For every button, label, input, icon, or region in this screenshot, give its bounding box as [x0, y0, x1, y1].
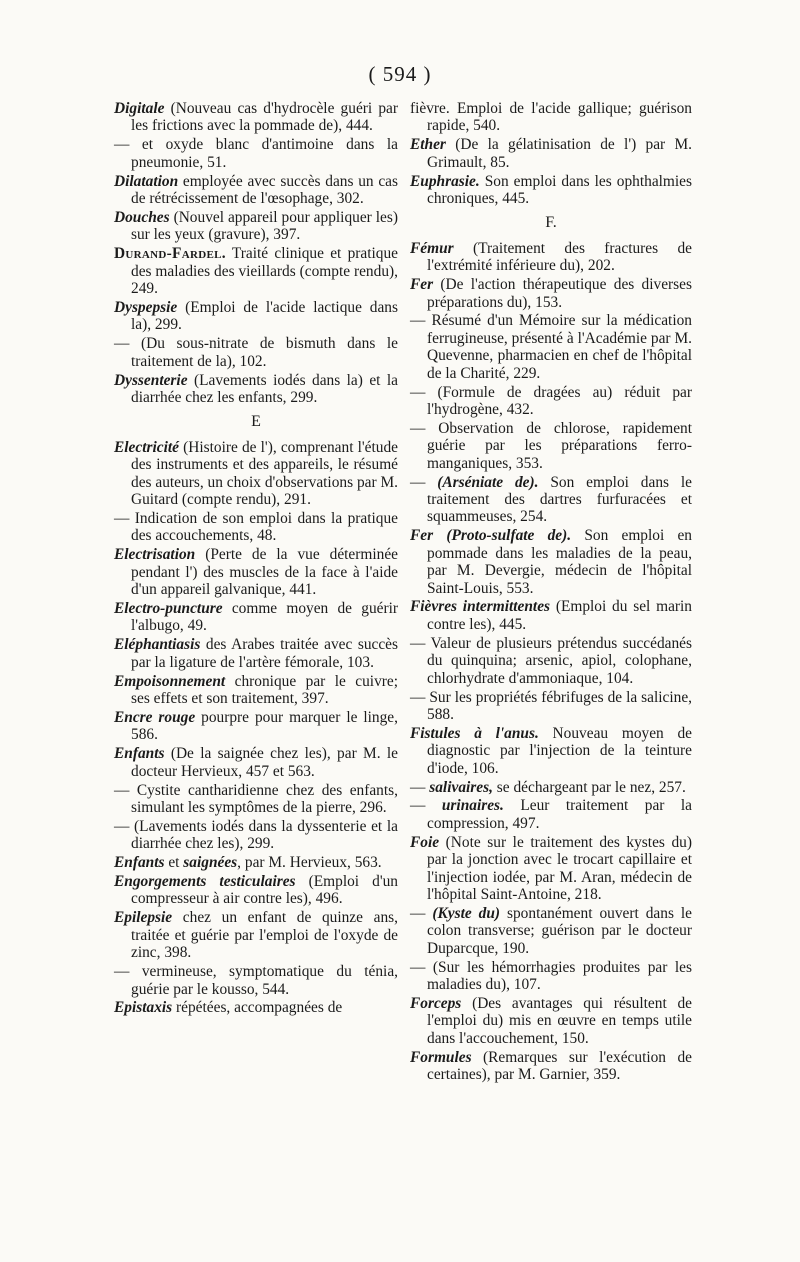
entry-text: (De l'action thérapeutique des diverses préparations du), 153. — [427, 276, 692, 311]
entry-text: spontanément ouvert dans le colon transverse; guérison par le docteur Duparcque, 190. — [427, 904, 692, 957]
entries-d — [114, 100, 398, 406]
index-entry — [114, 245, 398, 297]
index-entry — [410, 995, 692, 1047]
entry-text: — — [410, 797, 442, 815]
entry-heading: Douches — [114, 208, 170, 226]
entry-text: (Nouveau cas d'hydrocèle guéri par les frictions avec la pommade de), 444. — [131, 100, 398, 135]
entry-text: (Emploi de l'acide lactique dans la), 299. — [131, 298, 398, 334]
entry-text: (Remarques sur l'exécution de certaines), par M. Garnier, 359. — [427, 1048, 692, 1084]
entry-heading: Electro-puncture — [114, 599, 223, 617]
entry-text: Son emploi dans le traitement des dartres furfuracées et squammeuses, 254. — [427, 473, 692, 526]
entry-heading: Electrisation — [114, 546, 196, 564]
entry-text: (Lavements iodés dans la) et la diarrhée chez les enfants, 299. — [131, 371, 398, 406]
index-entry — [114, 299, 398, 334]
index-entry — [410, 834, 692, 904]
entry-text: — Valeur de plusieurs prétendus succédanés du quinquina; arsenic, apiol, colophane, chlorhydrate d'ammoniaque, 104. — [410, 634, 692, 687]
entry-text: — Sur les propriétés fébrifuges de la salicine, 588. — [410, 688, 692, 723]
index-entry — [114, 136, 398, 171]
entry-text: — et oxyde blanc d'antimoine dans la pneumonie, 51. — [114, 136, 398, 171]
entry-text: — (Lavements iodés dans la dyssenterie et la diarrhée chez les), 299. — [114, 817, 398, 853]
entry-heading: Durand-Fardel. — [114, 245, 226, 263]
entry-text: Son emploi dans les ophthalmies chroniques, 445. — [427, 172, 692, 208]
entry-heading: Formules — [410, 1048, 472, 1066]
entry-text: des Arabes traitée avec succès par la ligature de l'artère fémorale, 103. — [131, 636, 398, 671]
entry-text: — (Du sous-nitrate de bismuth dans le traitement de la), 102. — [114, 335, 398, 370]
entry-text: chez un enfant de quinze ans, traitée et guérie par l'emploi de l'oxyde de zinc, 398. — [131, 909, 398, 962]
entry-text: se déchargeant par le nez, 257. — [492, 778, 686, 796]
entry-text: chronique par le cuivre; ses effets et son traitement, 397. — [131, 672, 398, 707]
entry-text: employée avec succès dans un cas de rétrécissement de l'œsophage, 302. — [131, 172, 398, 208]
entry-subheading: (Proto-sulfate de). — [446, 527, 572, 545]
entry-heading: Dyspepsie — [114, 298, 178, 316]
entry-text: (Perte de la vue déterminée pendant l') des muscles de la face à l'aide d'un appareil galvanique, 441. — [131, 546, 398, 599]
entry-heading: Enfants — [114, 745, 165, 763]
entry-text: — Indication de son emploi dans la pratique des accouchements, 48. — [114, 509, 398, 545]
index-entry — [410, 136, 692, 171]
index-entry — [410, 240, 692, 275]
entry-heading: Epistaxis — [114, 999, 173, 1017]
entry-text: fièvre. Emploi de l'acide gallique; guérison rapide, 540. — [410, 100, 692, 135]
index-entry — [410, 312, 692, 382]
index-entry — [114, 546, 398, 598]
entry-text: Traité clinique et pratique des maladies des vieillards (compte rendu), 249. — [131, 245, 398, 298]
index-entry — [114, 335, 398, 370]
index-entry — [114, 873, 398, 908]
entry-text: comme moyen de guérir l'albugo, 49. — [131, 599, 398, 635]
left-column — [114, 100, 398, 1018]
entry-heading: Dilatation — [114, 172, 179, 190]
index-entry — [114, 209, 398, 244]
index-entry — [410, 1049, 692, 1084]
index-entry — [114, 100, 398, 135]
entry-heading: Fémur — [410, 239, 454, 257]
entry-subheading: urinaires. — [441, 797, 504, 815]
index-entry — [114, 999, 398, 1016]
index-entry — [114, 963, 398, 998]
entry-heading: Epilepsie — [114, 909, 173, 927]
index-entry — [410, 959, 692, 994]
entry-text: (Nouvel appareil pour appliquer les) sur les yeux (gravure), 397. — [131, 208, 398, 244]
index-entry — [410, 100, 692, 135]
index-entry — [410, 527, 692, 597]
entry-text: — Cystite cantharidienne chez des enfants, simulant les symptômes de la pierre, 296. — [114, 781, 398, 816]
index-entry — [114, 636, 398, 671]
entry-heading: Ether — [410, 136, 446, 154]
index-entry — [114, 173, 398, 208]
entry-text: — (Formule de dragées au) réduit par l'hydrogène, 432. — [410, 383, 692, 418]
entry-text: — Résumé d'un Mémoire sur la médication ferrugineuse, présenté à l'Académie par M. Quevenne, pharmacien en chef de l'hôpital de la Charité, 229. — [410, 312, 692, 382]
entry-heading: Fer — [410, 527, 434, 545]
entry-heading: Forceps — [410, 994, 462, 1012]
entry-heading: Euphrasie. — [410, 172, 480, 190]
right-column — [410, 100, 692, 1085]
entry-text: (De la saignée chez les), par M. le docteur Hervieux, 457 et 563. — [131, 745, 398, 780]
entry-heading: Fièvres intermittentes — [410, 598, 551, 616]
entry-heading: Empoisonnement — [114, 672, 226, 690]
index-entry — [114, 439, 398, 509]
entry-text: Nouveau moyen de diagnostic par l'injection de la teinture d'iode, 106. — [427, 724, 692, 777]
index-entry — [410, 384, 692, 419]
index-entry — [410, 474, 692, 526]
entry-text: (Histoire de l'), comprenant l'étude des instruments et des appareils, le résumé des auteurs, un choix d'observations par M. Guitard (compte rendu), 291. — [131, 438, 398, 509]
entry-heading: Eléphantiasis — [114, 636, 201, 654]
entry-text — [433, 527, 446, 544]
section-letter-e: E — [251, 413, 261, 431]
entry-heading: Digitale — [114, 100, 165, 117]
entry-subheading: salivaires, — [429, 778, 493, 796]
index-entry — [410, 420, 692, 472]
entry-heading: Engorgements testiculaires — [114, 873, 296, 891]
entry-text: (De la gélatinisation de l') par M. Grimault, 85. — [427, 136, 692, 171]
entry-heading: Dyssenterie — [114, 371, 188, 389]
entry-text: (Traitement des fractures de l'extrémité inférieure du), 202. — [427, 239, 692, 275]
index-entry — [114, 600, 398, 635]
index-entry — [410, 725, 692, 777]
entry-heading: Fer — [410, 276, 434, 294]
entry-heading: Encre rouge — [114, 708, 196, 726]
entry-heading: Fistules à l'anus. — [410, 724, 539, 742]
index-entry — [410, 905, 692, 957]
entry-text: — (Sur les hémorrhagies produites par les maladies du), 107. — [410, 958, 692, 993]
entry-text: pourpre pour marquer le linge, 586. — [131, 708, 398, 744]
entry-text: (Emploi du sel marin contre les), 445. — [427, 598, 692, 633]
entry-text: — — [410, 473, 438, 491]
index-entry — [410, 689, 692, 724]
index-entry — [114, 909, 398, 961]
entries-e-continued — [410, 100, 692, 207]
entry-text: (Emploi d'un compresseur à air contre les), 496. — [131, 873, 398, 908]
entries-f — [410, 240, 692, 1084]
page-number: ( 594 ) — [368, 62, 432, 86]
index-entry — [114, 745, 398, 780]
entry-heading: Enfants — [114, 854, 165, 872]
index-entry — [114, 673, 398, 708]
entry-text: (Note sur le traitement des kystes du) par la jonction avec le trocart capillaire et l'injection iodée, par M. Aran, médecin de l'hôpital Saint-Antoine, 218. — [427, 833, 692, 903]
entry-heading: Foie — [410, 833, 440, 851]
index-entry — [410, 598, 692, 633]
entry-text: — vermineuse, symptomatique du ténia, guérie par le kousso, 544. — [114, 963, 398, 998]
index-entry — [114, 709, 398, 744]
entry-text: , par M. Hervieux, 563. — [237, 854, 382, 872]
index-entry — [114, 818, 398, 853]
index-entry — [114, 510, 398, 545]
entry-subheading: saignées — [183, 854, 238, 872]
entry-heading: Electricité — [114, 438, 179, 456]
index-entry — [114, 372, 398, 407]
index-entry — [114, 854, 398, 871]
entry-text: Son emploi en pommade dans les maladies de la peau, par M. Devergie, médecin de l'hôpital Saint-Louis, 553. — [427, 527, 692, 597]
entry-subheading: (Kyste du) — [432, 904, 501, 922]
entry-text: et — [164, 854, 184, 872]
index-entry — [410, 276, 692, 311]
entries-e — [114, 439, 398, 1017]
entry-text: répétées, accompagnées de — [172, 999, 343, 1017]
entry-text: — — [410, 778, 430, 796]
entry-text: — — [410, 904, 433, 922]
entry-subheading: (Arséniate de). — [437, 473, 539, 491]
section-letter-f: F. — [545, 214, 557, 232]
entry-text: Leur traitement par la compression, 497. — [427, 797, 692, 832]
index-entry — [410, 635, 692, 687]
index-entry — [114, 782, 398, 817]
entry-text: — Observation de chlorose, rapidement guérie par les préparations ferro-manganiques, 353. — [410, 419, 692, 472]
entry-text: (Des avantages qui résultent de l'emploi du) mis en œuvre en temps utile dans l'accouchement, 150. — [427, 994, 692, 1047]
index-entry — [410, 173, 692, 208]
index-entry — [410, 779, 692, 796]
index-entry — [410, 797, 692, 832]
